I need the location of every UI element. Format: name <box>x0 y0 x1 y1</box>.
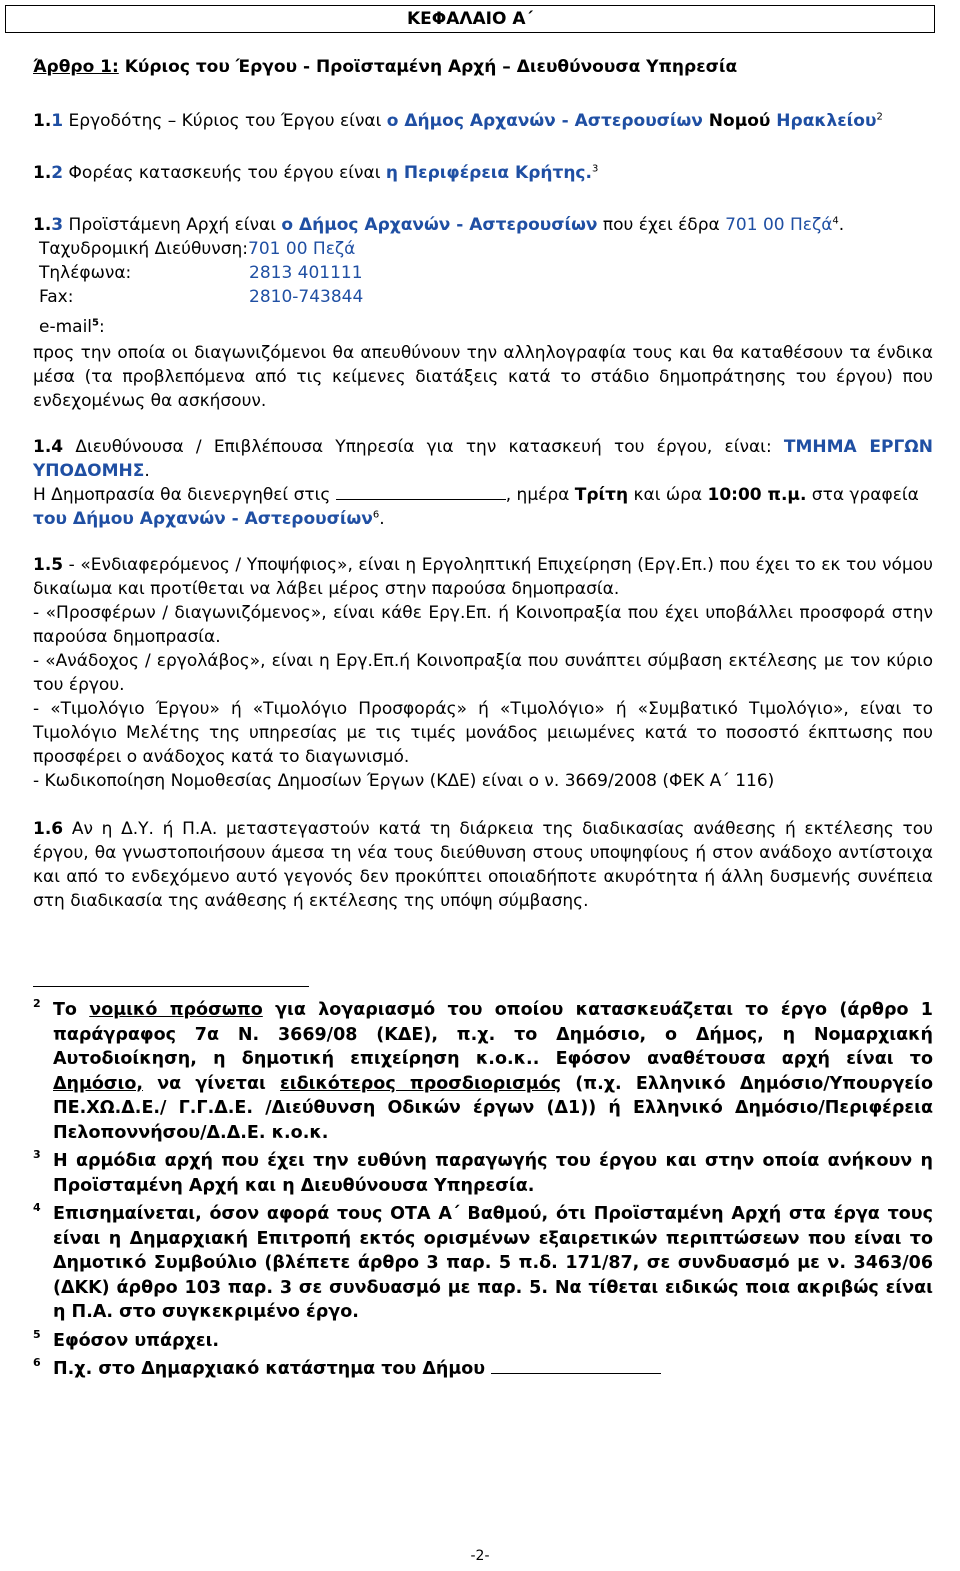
auction-text: και ώρα <box>628 485 708 505</box>
footnote-5 <box>33 1329 933 1354</box>
email-label: e-mail <box>39 317 93 337</box>
section-num: 1. <box>33 163 52 183</box>
footnote-text: Επισημαίνεται, όσον αφορά τους ΟΤΑ Α΄ Βαθμού, ότι Προϊσταμένη Αρχή στα έργα τους είναι η Δημαρχιακή Επιτροπή εκτός ορισμένων εξαιρετικών περιπτώσεων που είναι το Δημοτικό Συμβούλιο (βλέπετε άρθρο 3 παρ. 5 π.δ. 171/87, σε συνδυασμό με ν. 3463/06 (ΔΚΚ) άρθρο 103 παρ. 3 σε συνδυασμό με παρ. 5. Να τίθεται ειδικώς ποια ακριβώς είναι η Π.Α. στο συγκεκριμένο έργο. <box>53 1204 933 1322</box>
definition-candidate: - «Ενδιαφερόμενος / Υποψήφιος», είναι η Εργοληπτική Επιχείρηση (Εργ.Επ.) που έχει το εκ του νόμου δικαίωμα και προτίθεται να λάβει μέρος στην παρούσα δημοπρασία. <box>33 555 933 599</box>
email-row <box>39 315 933 339</box>
footnotes <box>33 998 933 1386</box>
footnote-number: 6 <box>33 1356 41 1369</box>
postal-label: Ταχυδρομική Διεύθυνση: <box>39 239 249 259</box>
prefecture-label: Νομού <box>702 111 771 131</box>
contact-block <box>33 237 933 339</box>
phone-value: 2813 401111 <box>249 263 363 283</box>
footnote-ref[interactable]: 5 <box>92 317 99 329</box>
footnote-text: Η αρμόδια αρχή που έχει την ευθύνη παραγωγής του έργου και στην οποία ανήκουν η Προϊσταμένη Αρχή και η Διευθύνουσα Υπηρεσία. <box>53 1151 933 1196</box>
section-num-sub: 3 <box>51 215 64 235</box>
definition-contractor: - «Ανάδοχος / εργολάβος», είναι η Εργ.Επ.ή Κοινοπραξία που συνάπτει σύμβαση εκτέλεσης με τον κύριο του έργου. <box>33 651 933 695</box>
footnote-ref[interactable]: 6 <box>372 509 380 521</box>
prefecture-name: Ηρακλείου <box>770 111 877 131</box>
article-label: Άρθρο 1: <box>33 57 119 77</box>
footnote-6 <box>33 1357 933 1382</box>
auction-time: 10:00 π.μ. <box>707 485 807 505</box>
period: . <box>838 215 845 235</box>
footnote-ref[interactable]: 4 <box>832 215 839 227</box>
section-num: 1.5 <box>33 555 64 575</box>
owner-name: ο Δήμος Αρχανών - Αστερουσίων <box>386 111 703 131</box>
seat-location: 701 00 Πεζά <box>725 215 833 235</box>
phone-row <box>39 261 933 285</box>
footnote-ref[interactable]: 3 <box>591 163 599 175</box>
period: . <box>144 461 150 481</box>
authority-name: ο Δήμος Αρχανών - Αστερουσίων <box>281 215 598 235</box>
section-num: 1. <box>33 215 52 235</box>
section-1-3 <box>33 213 933 237</box>
section-num: 1. <box>33 111 52 131</box>
section-1-6 <box>33 817 933 913</box>
auction-office-line <box>33 507 933 531</box>
footnote-number: 4 <box>33 1201 41 1214</box>
section-text: Φορέας κατασκευής του έργου είναι <box>63 163 386 183</box>
footnote-text: Εφόσον υπάρχει. <box>53 1330 220 1351</box>
section-text: Εργοδότης – Κύριος του Έργου είναι <box>63 111 387 131</box>
auction-text: στα γραφεία <box>806 485 919 505</box>
period: . <box>379 509 385 529</box>
section-num: 1.4 <box>33 437 64 457</box>
footnote-number: 5 <box>33 1327 41 1341</box>
footnote-text: για λογαριασμό του οποίου κατασκευάζεται το έργο (άρθρο 1 παράγραφος 7α Ν. 3669/08 (ΚΔΕ), π.χ. το Δημόσιο, ο Δήμος, η Νομαρχιακή Αυτοδιοίκηση, η δημοτική επιχείρηση κ.ο.κ.. Εφόσον αναθέτουσα αρχή είναι το <box>53 1000 933 1069</box>
section-1-1 <box>33 109 933 133</box>
definition-kde: - Κωδικοποίηση Νομοθεσίας Δημοσίων Έργων (ΚΔΕ) είναι ο ν. 3669/2008 (ΦΕΚ Α΄ 116) <box>33 771 775 791</box>
email-colon: : <box>99 317 105 337</box>
fax-label: Fax: <box>39 287 74 307</box>
fax-row <box>39 285 933 309</box>
footnote-underlined: ειδικότερος προσδιορισμός <box>280 1073 562 1094</box>
phone-label: Τηλέφωνα: <box>39 263 132 283</box>
municipality-blank[interactable] <box>491 1359 661 1374</box>
article-title: Κύριος του Έργου - Προϊσταμένη Αρχή – Διευθύνουσα Υπηρεσία <box>118 57 738 77</box>
postal-value: 701 00 Πεζά <box>248 239 356 259</box>
footnote-separator <box>33 986 309 987</box>
footnote-underlined: Δημόσιο, <box>53 1073 144 1094</box>
correspondence-paragraph: προς την οποία οι διαγωνιζόμενοι θα απευθύνουν την αλληλογραφία τους και θα καταθέσουν τα ένδικα μέσα (τα προβλεπόμενα από τις κείμενες διατάξεις κατά το στάδιο δημοπράτησης του έργου) που ενδεχομένως θα ασκήσουν. <box>33 343 933 411</box>
postal-address-row <box>39 237 933 261</box>
footnote-text: Π.χ. στο Δημαρχιακό κατάστημα του Δήμου <box>53 1359 492 1379</box>
footnote-4 <box>33 1202 933 1325</box>
section-1-2 <box>33 161 933 185</box>
article-heading <box>33 55 933 79</box>
footnote-text: Το <box>53 1000 90 1020</box>
definition-bidder: - «Προσφέρων / διαγωνιζόμενος», είναι κάθε Εργ.Επ. ή Κοινοπραξία που έχει υποβάλλει προσφορά στην παρούσα δημοπρασία. <box>33 603 933 647</box>
service-name: ΤΜΗΜΑ ΕΡΓΩΝ ΥΠΟΔΟΜΗΣ <box>33 437 933 481</box>
section-num-sub: 1 <box>51 111 64 131</box>
auction-line <box>33 483 933 507</box>
section-text: Αν η Δ.Υ. ή Π.Α. μεταστεγαστούν κατά τη διάρκεια της διαδικασίας ανάθεσης ή εκτέλεσης του έργου, θα γνωστοποιήσουν άμεσα τη νέα τους διεύθυνση στους υποψηφίους ή στον ανάδοχο αντίστοιχα και από το ενδεχόμενο αυτό γεγονός δεν προκύπτει οποιαδήποτε ακυρότητα ή άλλη δυσμενής συνέπεια στη διαδικασία της ανάθεσης ή εκτέλεσης της υπόψη σύμβασης. <box>33 819 933 911</box>
section-num: 1.6 <box>33 819 64 839</box>
auction-date-blank[interactable] <box>336 485 506 500</box>
auction-day: Τρίτη <box>574 485 629 505</box>
chapter-title: ΚΕΦΑΛΑΙΟ Α΄ <box>5 5 935 33</box>
auction-text: , ημέρα <box>505 485 575 505</box>
footnote-number: 3 <box>33 1148 41 1161</box>
document-body <box>33 55 933 913</box>
auction-office: του Δήμου Αρχανών - Αστερουσίων <box>33 509 373 529</box>
footnote-text: να γίνεται <box>143 1073 281 1094</box>
footnote-text: (π.χ. Ελληνικό Δημόσιο/Υπουργείο ΠΕ.ΧΩ.Δ.Ε./ Γ.Γ.Δ.Ε. /Διεύθυνση Οδικών έργων (Δ1)) ή Ελληνικό Δημόσιο/Περιφέρεια Πελοποννήσου/Δ.Δ.Ε. κ.ο.κ. <box>53 1073 933 1143</box>
section-num-sub: 2 <box>51 163 64 183</box>
builder-name: η Περιφέρεια Κρήτης. <box>385 163 592 183</box>
section-1-4 <box>33 435 933 483</box>
footnote-ref[interactable]: 2 <box>876 111 883 123</box>
section-text: που έχει έδρα <box>597 215 726 235</box>
footnote-3 <box>33 1149 933 1198</box>
footnote-number: 2 <box>33 997 41 1010</box>
page-number: -2- <box>470 1548 490 1564</box>
section-1-5 <box>33 553 933 601</box>
section-text: Προϊστάμενη Αρχή είναι <box>63 215 282 235</box>
auction-text: Η Δημοπρασία θα διενεργηθεί στις <box>33 485 336 505</box>
section-text: Διευθύνουσα / Επιβλέπουσα Υπηρεσία για την κατασκευή του έργου, είναι: <box>63 437 784 457</box>
footnote-underlined: νομικό πρόσωπο <box>89 1000 263 1020</box>
fax-value: 2810-743844 <box>249 287 364 307</box>
definition-pricelist: - «Τιμολόγιο Έργου» ή «Τιμολόγιο Προσφοράς» ή «Τιμολόγιο» ή «Συμβατικό Τιμολόγιο», είναι το Τιμολόγιο Μελέτης της υπηρεσίας με τις τιμές μονάδος μειωμένες κατά το ποσοστό έκπτωσης που προσφέρει ο ανάδοχος κατά το διαγωνισμό. <box>33 699 933 767</box>
footnote-2 <box>33 998 933 1145</box>
